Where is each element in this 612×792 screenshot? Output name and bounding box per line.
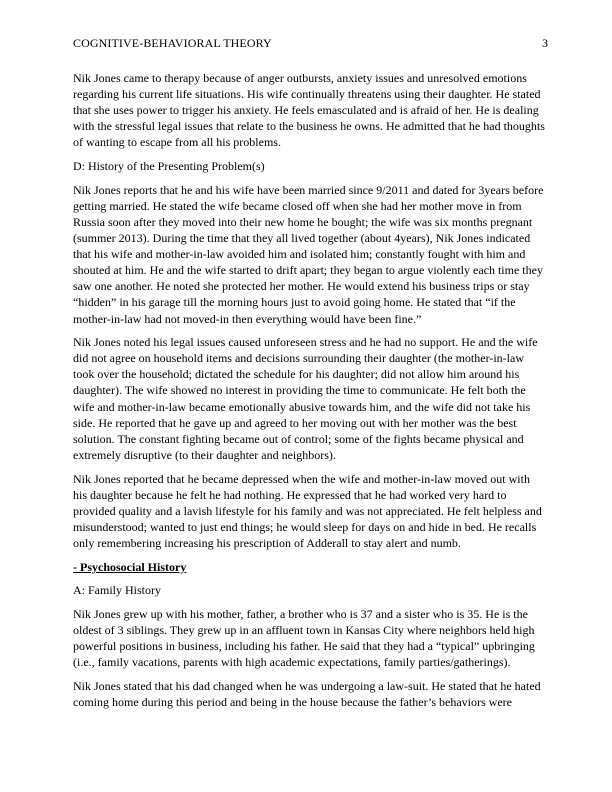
paragraph-depression: Nik Jones reported that he became depressed when the wife and mother-in-law moved out with his daughter because he felt he had nothing. He expressed that he had worked very hard to provided quality and a lavish lifestyle for his family and was not appreciated. He felt helpless and misunderstood; wanted to just end things; he would sleep for days on and hide in bed. He recalls only remembering increasing his prescription of Adderall to stay alert and numb.	[73, 471, 542, 550]
page-header	[73, 35, 548, 51]
running-head: COGNITIVE-BEHAVIORAL THEORY	[73, 36, 272, 50]
paragraph-father-lawsuit: Nik Jones stated that his dad changed when he was undergoing a law-suit. He stated that he hated coming home during this period and being in the house because the father’s behaviors were	[73, 678, 541, 710]
section-heading-psychosocial-history	[73, 559, 545, 575]
paragraph-presenting-problem: Nik Jones came to therapy because of anger outbursts, anxiety issues and unresolved emotions regarding his current life situations. His wife continually threatens using their daughter. He stated that she uses power to trigger his anxiety. He feels emasculated and is afraid of her. He is dealing with the stressful legal issues that relate to the business he owns. He admitted that he had thoughts of wanting to escape from all his problems.	[73, 71, 545, 150]
page-number: 3	[542, 36, 548, 50]
paragraph-legal-issues: Nik Jones noted his legal issues caused unforeseen stress and he had no support. He and the wife did not agree on household items and decisions surrounding their daughter (the mother-in-law took over the household; dictated the schedule for his daughter; did not allow him around his daughter). The wife showed no interest in providing the time to communicate. He felt both the wife and mother-in-law became emotionally abusive towards him, and the wife did not take his side. He reported that he gave up and agreed to her moving out with her mother was the best solution. The constant fighting became out of control; some of the fights became physical and extremely disruptive (to their daughter and neighbors).	[73, 335, 538, 462]
subheading-history-of-presenting-problem: D: History of the Presenting Problem(s)	[73, 159, 265, 174]
section-heading-text: - Psychosocial History	[73, 559, 187, 574]
paragraph-family-background: Nik Jones grew up with his mother, father, a brother who is 37 and a sister who is 35. He is the oldest of 3 siblings. They grew up in an affluent town in Kansas City where neighbors held high powerful positions in business, including his father. He said that they had a “typical” upbringing (i.e., family vacations, parents with high academic expectations, family parties/gatherings).	[73, 606, 535, 670]
subheading-family-history: A: Family History	[73, 583, 162, 598]
paragraph-marriage-history: Nik Jones reports that he and his wife have been married since 9/2011 and dated for 3years before getting married. He stated the wife became closed off when she had her mother move in from Russia soon after they moved into their new home he bought; the wife was six months pregnant (summer 2013). During the time that they all lived together (about 4years), Nik Jones indicated that his wife and mother-in-law avoided him and isolated him; constantly fought with him and shouted at him. He and the wife started to drift apart; they began to argue violently each time they saw one another. He noted she protected her mother. He would extend his business trips or stay “hidden” in his garage till the morning hours just to avoid going home. He stated that “if the mother-in-law had not moved-in then everything would have been fine.”	[73, 182, 544, 326]
body-text	[73, 70, 545, 718]
